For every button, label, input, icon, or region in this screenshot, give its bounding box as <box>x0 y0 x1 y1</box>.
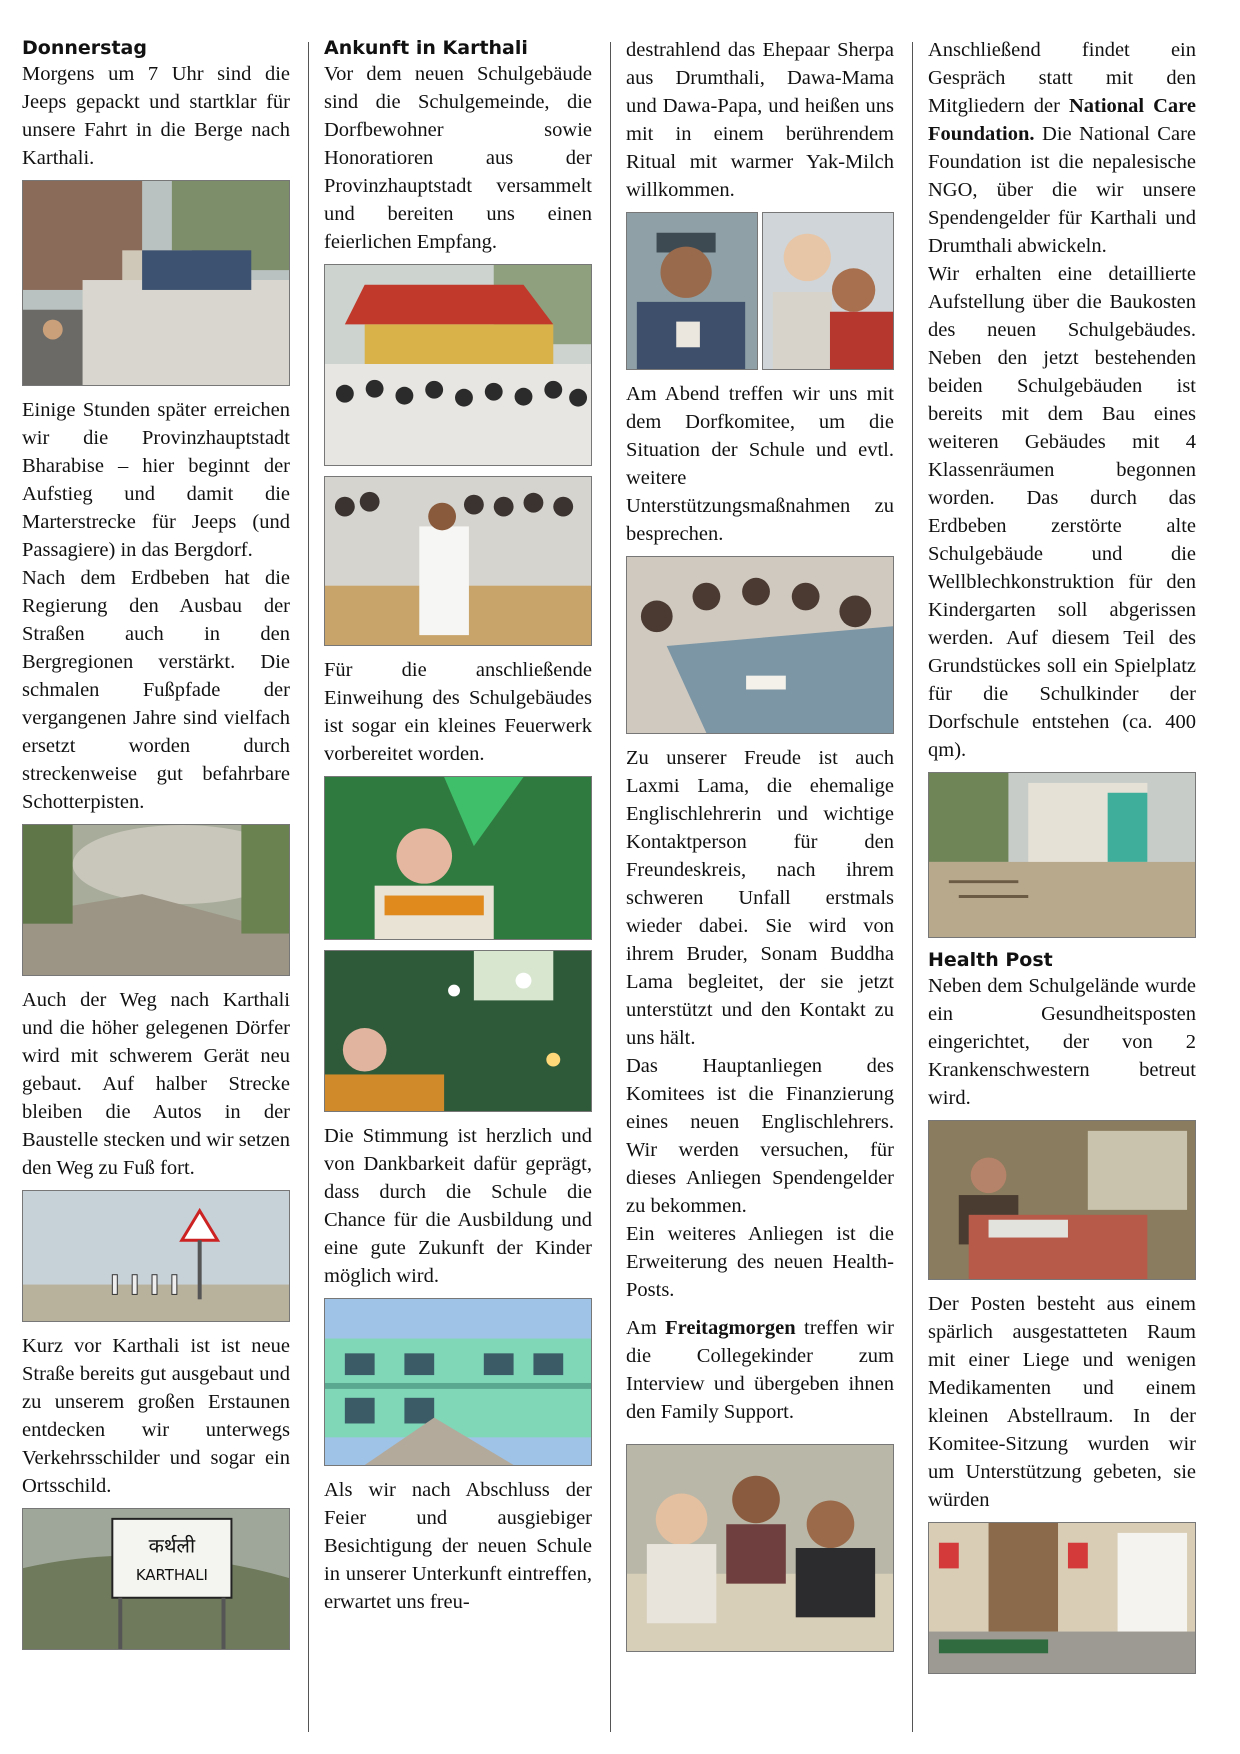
heading-ankunft: Ankunft in Karthali <box>324 37 528 59</box>
paragraph: Auch der Weg nach Karthali und die höher gelegenen Dörfer wird mit schwerem Gerät neu gebaut. Auf halber Strecke bleiben die Autos in der Baustelle stecken und wir setzen den Weg zu Fuß fort. <box>22 989 290 1179</box>
paragraph: Ein weiteres Anliegen ist die Erweiterung des neuen Health-Posts. <box>626 1223 894 1301</box>
photo-road-dust <box>22 824 290 976</box>
photo-health-post-interior <box>928 1522 1196 1674</box>
photo-school-grounds <box>928 772 1196 938</box>
paragraph: Die Stimmung ist herzlich und von Dankbarkeit dafür geprägt, dass durch die Schule die Chance für die Ausbildung und eine gute Zukunft der Kinder möglich wird. <box>324 1125 592 1287</box>
paragraph-freitag: Am Freitagmorgen treffen wir die Collegekinder zum Interview und übergeben ihnen den Family Support. <box>626 1317 894 1423</box>
paragraph: Am Abend treffen wir uns mit dem Dorfkomitee, um die Situation der Schule und evtl. weitere Unterstützungsmaßnahmen zu besprechen. <box>626 383 894 545</box>
photo-college-interview <box>626 1444 894 1652</box>
bold-national-care-foundation: National Care Foundation. <box>928 95 1196 145</box>
photo-committee-meeting <box>626 556 894 734</box>
column-3 <box>626 30 894 1662</box>
sign-latin-text: KARTHALI <box>135 1567 208 1584</box>
photo-health-post-room <box>928 1120 1196 1280</box>
paragraph: Nach dem Erdbeben hat die Regierung den Ausbau der Straßen auch in den Bergregionen verstärkt. Die schmalen Fußpfade der vergangenen Jahre sind vielfach ersetzt worden durch streckenweise gut befahrbare Schotterpisten. <box>22 567 290 813</box>
photo-jeeps-packed <box>22 180 290 386</box>
column-2 <box>324 30 592 1616</box>
paragraph: Zu unserer Freude ist auch Laxmi Lama, die ehemalige Englischlehrerin und wichtige Kontaktperson für den Freundeskreis, nach ihrem schweren Unfall erstmals wieder dabei. Sie wird von ihrem Bruder, Sonam Buddha Lama begleitet, der sie jetzt unterstützt und den Kontakt zu uns hält. <box>626 747 894 1049</box>
photo-dawa-papa <box>626 212 758 370</box>
paragraph: Das Hauptanliegen des Komitees ist die Finanzierung eines neuen Englischlehrers. Wir werden versuchen, für dieses Anliegen Spendengelder zu bekommen. <box>626 1055 894 1217</box>
photo-pair-sherpa <box>626 212 894 370</box>
column-divider <box>308 42 309 1732</box>
paragraph: Einige Stunden später erreichen wir die Provinzhauptstadt Bharabise – hier beginnt der Aufstieg und damit die Marterstrecke für Jeeps (und Passagiere) in das Bergdorf. <box>22 399 290 561</box>
sign-devanagari-text: कर्थली <box>148 1534 196 1558</box>
paragraph: Der Posten besteht aus einem spärlich ausgestatteten Raum mit einer Liege und wenigen Medikamenten und einem kleinen Abstellraum. In der Komitee-Sitzung wurden wir um Unterstützung gebeten, sie würden <box>928 1293 1196 1511</box>
photo-women-smiling <box>762 212 894 370</box>
paragraph: Morgens um 7 Uhr sind die Jeeps gepackt und startklar für unsere Fahrt in die Berge nach Karthali. <box>22 63 290 169</box>
photo-new-school-building <box>324 1298 592 1466</box>
photo-town-sign <box>22 1508 290 1650</box>
column-divider <box>610 42 611 1732</box>
paragraph: Vor dem neuen Schulgebäude sind die Schulgemeinde, die Dorfbewohner sowie Honoratioren aus der Provinzhauptstadt versammelt und bereiten uns einen feierlichen Empfang. <box>324 63 592 253</box>
paragraph: Für die anschließende Einweihung des Schulgebäudes ist sogar ein kleines Feuerwerk vorbereitet worden. <box>324 659 592 765</box>
heading-health-post: Health Post <box>928 949 1053 971</box>
paragraph: Neben dem Schulgelände wurde ein Gesundheitsposten eingerichtet, der von 2 Krankenschwestern betreut wird. <box>928 975 1196 1109</box>
bold-freitagmorgen: Freitagmorgen <box>665 1317 796 1339</box>
photo-man-green-cloth <box>324 776 592 940</box>
photo-dancing-girl <box>324 476 592 646</box>
column-divider <box>912 42 913 1732</box>
paragraph: Kurz vor Karthali ist ist neue Straße bereits gut ausgebaut und zu unserem großen Erstaunen entdecken wir unterwegs Verkehrsschilder und sogar ein Ortsschild. <box>22 1335 290 1497</box>
paragraph: destrahlend das Ehepaar Sherpa aus Drumthali, Dawa-Mama und Dawa-Papa, und heißen uns mit in einem berührendem Ritual mit warmer Yak-Milch willkommen. <box>626 39 894 201</box>
heading-donnerstag: Donnerstag <box>22 37 147 59</box>
photo-sparklers <box>324 950 592 1112</box>
paragraph: Wir erhalten eine detaillierte Aufstellung über die Baukosten des neuen Schulgebäudes. Neben den jetzt bestehenden beiden Schulgebäuden ist bereits mit dem Bau eines weiteren Gebäudes mit 4 Klassenräumen begonnen worden. Das durch das Erdbeben zerstörte alte Schulgebäude und die Wellblechkonstruktion für den Kindergarten soll abgerissen werden. Auf diesem Teil des Grundstückes soll ein Spielplatz für die Schulkinder der Dorfschule entstehen (ca. 400 qm). <box>928 263 1196 761</box>
paragraph-ncf: Anschließend findet ein Gespräch statt mit den Mitgliedern der National Care Foundation. Die National Care Foundation ist die nepalesische NGO, über die wir unsere Spendengelder für Karthali und Drumthali abwickeln. <box>928 39 1196 257</box>
column-1 <box>22 30 290 1660</box>
paragraph: Als wir nach Abschluss der Feier und ausgiebiger Besichtigung der neuen Schule in unserer Unterkunft eintreffen, erwartet uns freu- <box>324 1479 592 1613</box>
column-4 <box>928 30 1196 1684</box>
photo-reception-crowd <box>324 264 592 466</box>
photo-road-sign <box>22 1190 290 1322</box>
